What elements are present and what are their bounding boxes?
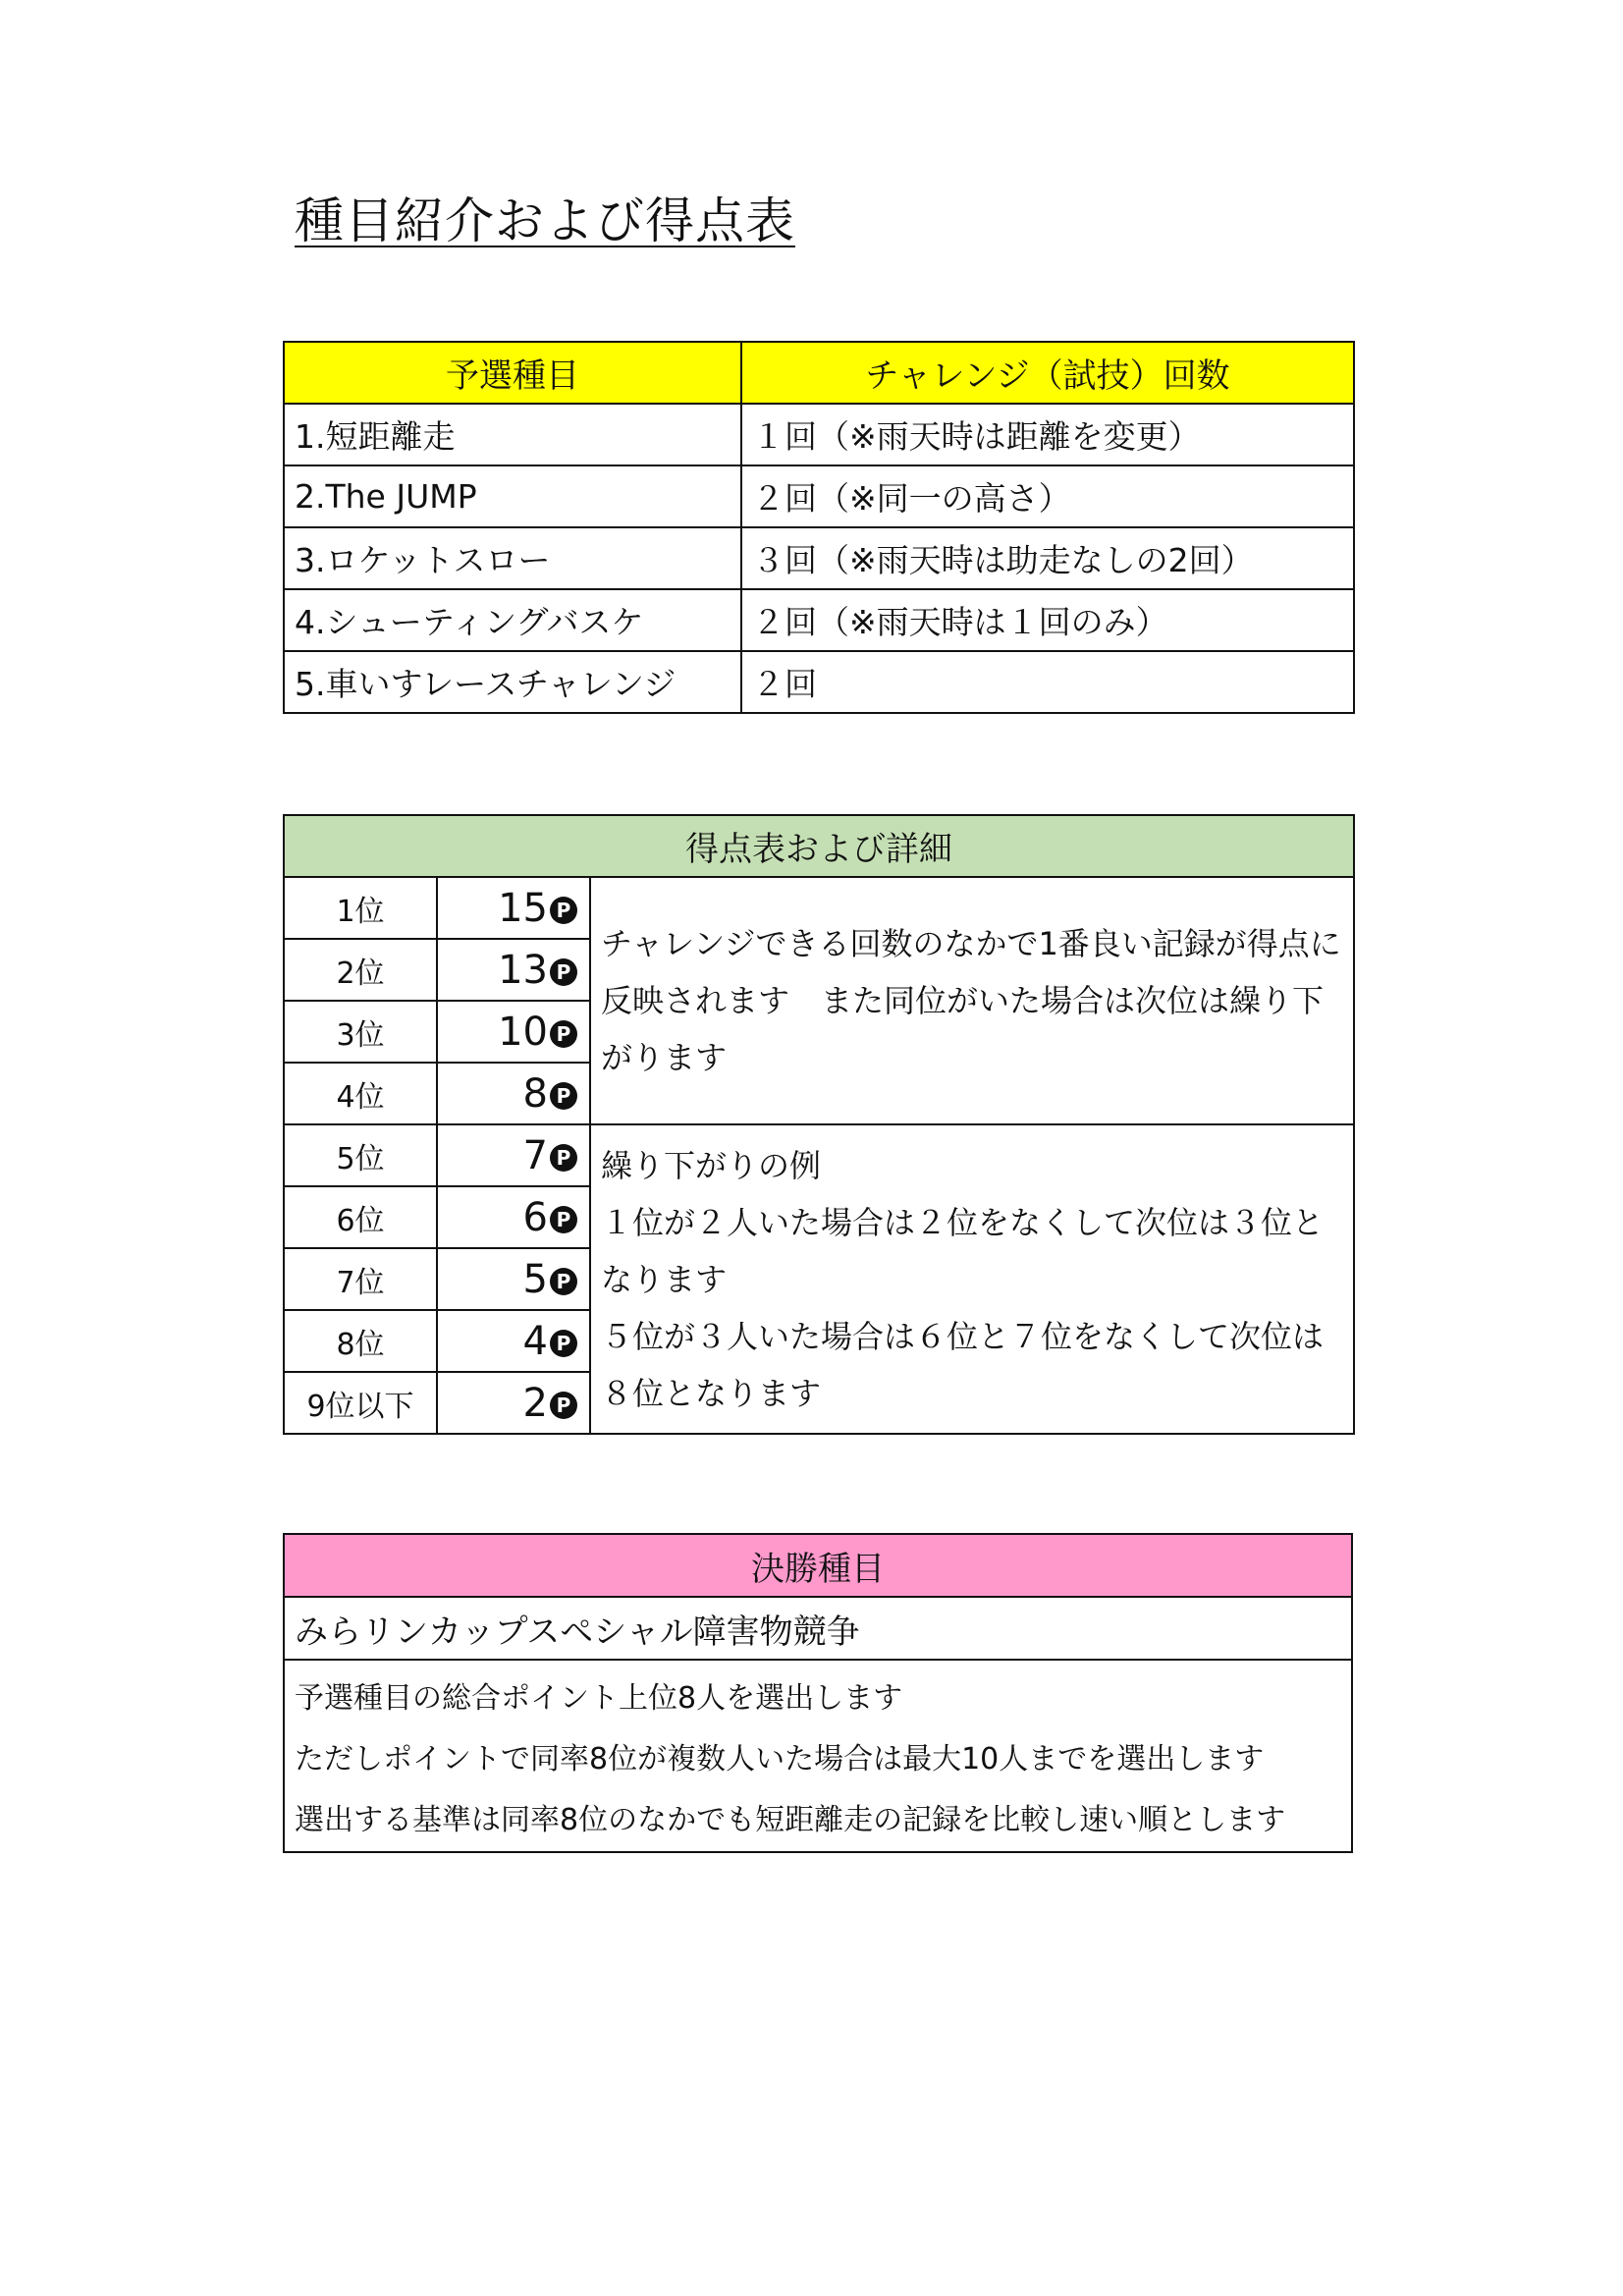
points-cell <box>437 1001 590 1063</box>
table-row <box>284 465 1354 527</box>
event-name: 2.The JUMP <box>284 465 741 527</box>
point-badge-icon: P <box>550 1144 577 1172</box>
rank-cell: 5位 <box>284 1124 437 1186</box>
event-name: 3.ロケットスロー <box>284 527 741 589</box>
table-row <box>284 877 1354 939</box>
point-badge-icon: P <box>550 1020 577 1048</box>
rank-cell: 3位 <box>284 1001 437 1063</box>
points-cell <box>437 1372 590 1434</box>
final-event-name: みらリンカップスペシャル障害物競争 <box>284 1597 1352 1660</box>
table-row <box>284 1660 1352 1852</box>
points-value: 2 <box>522 1380 548 1426</box>
carry-down-example-1: １位が２人いた場合は２位をなくして次位は３位となります <box>601 1203 1325 1298</box>
table-row <box>284 1124 1354 1186</box>
event-name: 5.車いすレースチャレンジ <box>284 651 741 713</box>
rank-cell: 9位以下 <box>284 1372 437 1434</box>
final-rule: 予選種目の総合ポイント上位8人を選出します <box>295 1681 903 1716</box>
points-cell <box>437 1063 590 1124</box>
events-table <box>283 341 1355 714</box>
point-badge-icon: P <box>550 1082 577 1110</box>
points-value: 8 <box>522 1070 548 1117</box>
points-value: 7 <box>522 1132 548 1178</box>
event-name: 1.短距離走 <box>284 404 741 465</box>
event-name: 4.シューティングバスケ <box>284 589 741 651</box>
event-attempts: ２回（※同一の高さ） <box>741 465 1354 527</box>
points-value: 13 <box>498 947 548 993</box>
final-rules <box>284 1660 1352 1852</box>
rank-cell: 8位 <box>284 1310 437 1372</box>
score-header-row <box>284 815 1354 877</box>
points-cell <box>437 877 590 939</box>
points-value: 5 <box>522 1256 548 1302</box>
rank-cell: 7位 <box>284 1248 437 1310</box>
carry-down-title: 繰り下がりの例 <box>601 1146 822 1184</box>
table-row <box>284 1597 1352 1660</box>
points-value: 15 <box>498 885 548 931</box>
score-detail: チャレンジできる回数のなかで1番良い記録が得点に反映されます また同位がいた場合は次位は繰り下がります <box>590 877 1354 1124</box>
column-header-event: 予選種目 <box>284 342 741 404</box>
rank-cell: 6位 <box>284 1186 437 1248</box>
point-badge-icon: P <box>550 897 577 924</box>
table-row <box>284 527 1354 589</box>
points-cell <box>437 1186 590 1248</box>
page-title: 種目紹介および得点表 <box>295 192 795 249</box>
carry-down-example-2: ５位が３人いた場合は６位と７位をなくして次位は８位となります <box>601 1317 1325 1412</box>
table-header-row <box>284 342 1354 404</box>
final-rule: ただしポイントで同率8位が複数人いた場合は最大10人までを選出します <box>295 1742 1265 1777</box>
table-row <box>284 589 1354 651</box>
score-table-header: 得点表および詳細 <box>284 815 1354 877</box>
event-attempts: ２回（※雨天時は１回のみ） <box>741 589 1354 651</box>
table-row <box>284 404 1354 465</box>
event-attempts: ３回（※雨天時は助走なしの2回） <box>741 527 1354 589</box>
points-value: 4 <box>522 1318 548 1364</box>
point-badge-icon: P <box>550 1206 577 1233</box>
event-attempts: １回（※雨天時は距離を変更） <box>741 404 1354 465</box>
point-badge-icon: P <box>550 1392 577 1419</box>
carry-down-example <box>590 1124 1354 1434</box>
point-badge-icon: P <box>550 1330 577 1357</box>
points-cell <box>437 1310 590 1372</box>
points-value: 10 <box>498 1009 548 1055</box>
points-cell <box>437 1124 590 1186</box>
point-badge-icon: P <box>550 1268 577 1295</box>
final-table <box>283 1533 1353 1853</box>
point-badge-icon: P <box>550 958 577 986</box>
rank-cell: 1位 <box>284 877 437 939</box>
event-attempts: ２回 <box>741 651 1354 713</box>
score-table <box>283 814 1355 1435</box>
points-cell <box>437 939 590 1001</box>
rank-cell: 2位 <box>284 939 437 1001</box>
column-header-attempts: チャレンジ（試技）回数 <box>741 342 1354 404</box>
final-header-row <box>284 1534 1352 1597</box>
final-table-header: 決勝種目 <box>284 1534 1352 1597</box>
table-row <box>284 651 1354 713</box>
final-rule: 選出する基準は同率8位のなかでも短距離走の記録を比較し速い順とします <box>295 1803 1286 1837</box>
points-value: 6 <box>522 1194 548 1240</box>
rank-cell: 4位 <box>284 1063 437 1124</box>
points-cell <box>437 1248 590 1310</box>
